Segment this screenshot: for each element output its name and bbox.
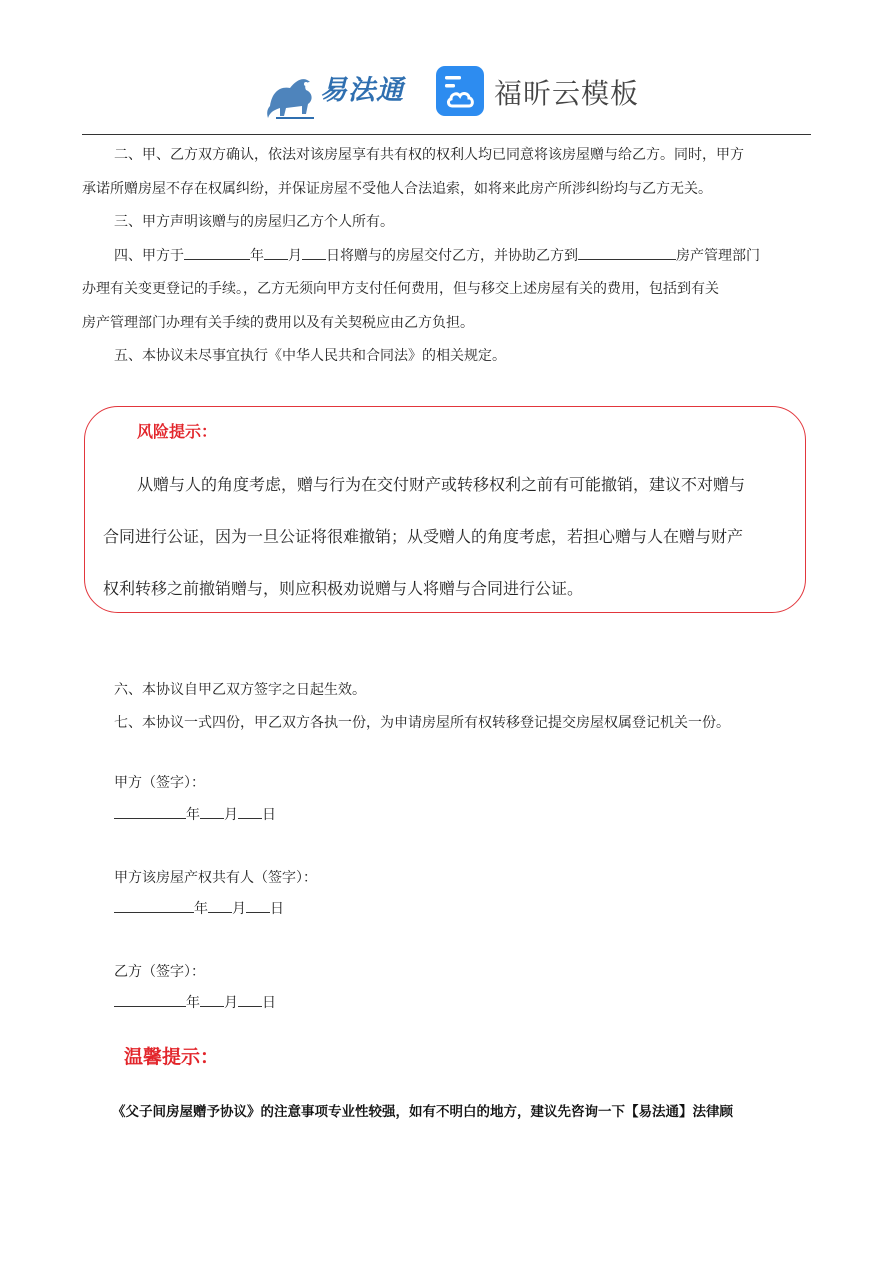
party-b-month-blank[interactable] [200,992,224,1007]
co-owner-date-line [82,892,844,926]
party-b-month-label: 月 [224,995,238,1011]
clause-4-text-a: 四、甲方于 [114,248,184,264]
party-a-signature-label: 甲方（签字）： [114,775,205,791]
co-owner-year-label: 年 [194,901,208,917]
party-a-year-blank[interactable] [114,804,186,819]
clause-4-text-d: 日将赠与的房屋交付乙方，并协助乙方到 [326,248,578,264]
page-header [0,0,893,136]
co-owner-month-label: 月 [232,901,246,917]
clause-4-line-3: 房产管理部门办理有关手续的费用以及有关契税应由乙方负担。 [82,315,474,331]
clause-4-line-1 [82,239,844,273]
clause-6: 六、本协议自甲乙双方签字之日起生效。 [114,682,366,698]
party-b-day-blank[interactable] [238,992,262,1007]
clause-4-text-b: 年 [250,248,264,264]
delivery-year-blank[interactable] [184,245,250,260]
co-owner-day-label: 日 [270,901,284,917]
party-b-signature-label: 乙方（签字）： [114,964,205,980]
party-a-day-blank[interactable] [238,804,262,819]
clause-4-text-c: 月 [288,248,302,264]
co-owner-month-blank[interactable] [208,898,232,913]
party-a-month-blank[interactable] [200,804,224,819]
risk-warning-body [103,459,793,615]
risk-warning-title: 风险提示： [137,422,218,441]
clause-2-line-2: 承诺所赠房屋不存在权属纠纷，并保证房屋不受他人合法追索，如将来此房产所涉纠纷均与乙方无关。 [82,181,712,197]
risk-line-3: 权利转移之前撤销赠与，则应积极劝说赠与人将赠与合同进行公证。 [103,579,584,598]
header-divider [82,134,811,135]
co-owner-day-blank[interactable] [246,898,270,913]
party-a-day-label: 日 [262,807,276,823]
risk-line-2: 合同进行公证，因为一旦公证将很难撤销；从受赠人的角度考虑，若担心赠与人在赠与财产 [103,527,744,546]
housing-office-blank[interactable] [578,245,676,260]
party-b-year-label: 年 [186,995,200,1011]
party-a-year-label: 年 [186,807,200,823]
yifatong-logo [262,62,422,122]
clause-4-text-e: 房产管理部门 [676,248,760,264]
party-b-date-line [82,986,844,1020]
co-owner-year-blank[interactable] [114,898,194,913]
clause-7: 七、本协议一式四份，甲乙双方各执一份，为申请房屋所有权转移登记提交房屋权属登记机关一份。 [114,715,730,731]
party-a-month-label: 月 [224,807,238,823]
party-a-date-line [82,798,844,832]
foxit-template-brand: 福昕云模板 [494,77,640,110]
yifatong-logo-text: 易法通 [320,75,404,106]
delivery-month-blank[interactable] [264,245,288,260]
clause-3: 三、甲方声明该赠与的房屋归乙方个人所有。 [114,214,394,230]
risk-warning-box [84,406,806,613]
party-b-day-label: 日 [262,995,276,1011]
qilin-icon [262,62,324,122]
risk-line-1: 从赠与人的角度考虑，赠与行为在交付财产或转移权利之前有可能撤销，建议不对赠与 [137,475,746,494]
delivery-day-blank[interactable] [302,245,326,260]
party-b-year-blank[interactable] [114,992,186,1007]
warm-tip-title: 温馨提示： [124,1046,220,1068]
clause-5: 五、本协议未尽事宜执行《中华人民共和合同法》的相关规定。 [114,348,506,364]
clause-4-line-2: 办理有关变更登记的手续。，乙方无须向甲方支付任何费用，但与移交上述房屋有关的费用，包括到有关 [82,281,719,297]
clause-2-line-1: 二、甲、乙方双方确认，依法对该房屋享有共有权的权利人均已同意将该房屋赠与给乙方。同时，甲方 [114,147,744,163]
warm-tip-body: 《父子间房屋赠予协议》的注意事项专业性较强，如有不明白的地方，建议先咨询一下【易法通】法律顾 [112,1104,733,1120]
co-owner-signature-label: 甲方该房屋产权共有人（签字）： [114,870,317,886]
foxit-cloud-icon [436,66,484,116]
